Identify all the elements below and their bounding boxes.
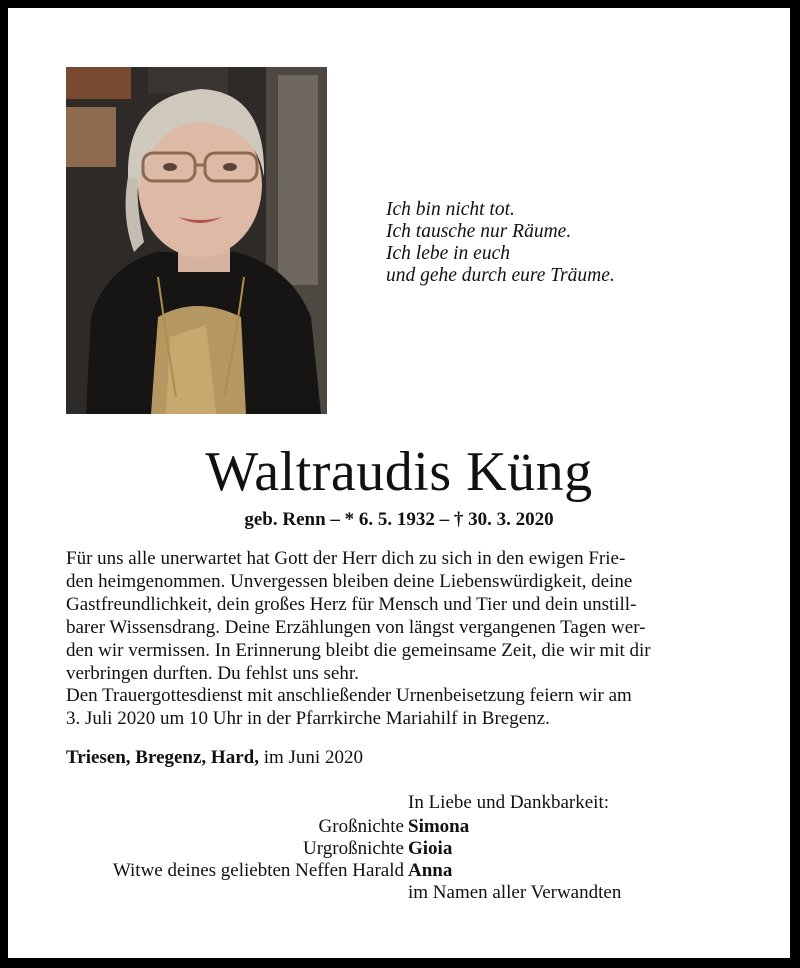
- message-line: Für uns alle unerwartet hat Gott der Herr dich zu sich in den ewigen Frie-: [66, 548, 626, 569]
- signature-intro: In Liebe und Dankbarkeit:: [408, 792, 610, 813]
- deceased-name: Waltraudis Küng: [205, 441, 593, 503]
- portrait-image: [66, 67, 327, 414]
- message-line: den heimgenommen. Unvergessen bleiben deine Liebenswürdigkeit, deine: [66, 571, 633, 592]
- service-line: 3. Juli 2020 um 10 Uhr in der Pfarrkirche Mariahilf in Bregenz.: [66, 708, 550, 729]
- date: im Juni 2020: [263, 747, 363, 768]
- poem-line: Ich lebe in euch: [386, 243, 510, 264]
- message-line: den wir vermissen. In Erinnerung bleibt die gemeinsame Zeit, die wir mit dir: [66, 640, 651, 661]
- poem-line: Ich bin nicht tot.: [386, 199, 515, 220]
- relation-label: Großnichte: [318, 816, 404, 837]
- birth-death-details: geb. Renn – * 6. 5. 1932 – † 30. 3. 2020: [244, 509, 554, 530]
- message-paragraph: [66, 547, 742, 685]
- poem-line: und gehe durch eure Träume.: [386, 265, 615, 286]
- relative-name: Gioia: [408, 838, 453, 859]
- signature-closing: im Namen aller Verwandten: [408, 882, 622, 903]
- relation-label: Witwe deines geliebten Neffen Harald: [112, 860, 404, 881]
- relative-names: [408, 816, 621, 904]
- message-line: verbringen durften. Du fehlst uns sehr.: [66, 663, 359, 684]
- place-date-line: [66, 746, 742, 769]
- service-line: Den Trauergottesdienst mit anschließender Urnenbeisetzung feiern wir am: [66, 685, 632, 706]
- message-line: barer Wissensdrang. Deine Erzählungen von längst vergangenen Tagen wer-: [66, 617, 646, 638]
- portrait-photo: [66, 67, 327, 414]
- relation-labels: [113, 816, 404, 882]
- relative-name: Anna: [408, 860, 453, 881]
- poem: [386, 199, 615, 287]
- obituary-card: [8, 8, 790, 958]
- relation-label: Urgroßnichte: [303, 838, 404, 859]
- poem-line: Ich tausche nur Räume.: [386, 221, 572, 242]
- message-line: Gastfreundlichkeit, dein großes Herz für Mensch und Tier und dein unstill-: [66, 594, 637, 615]
- places: Triesen, Bregenz, Hard,: [66, 747, 259, 768]
- relative-name: Simona: [408, 816, 470, 837]
- service-paragraph: [66, 684, 742, 730]
